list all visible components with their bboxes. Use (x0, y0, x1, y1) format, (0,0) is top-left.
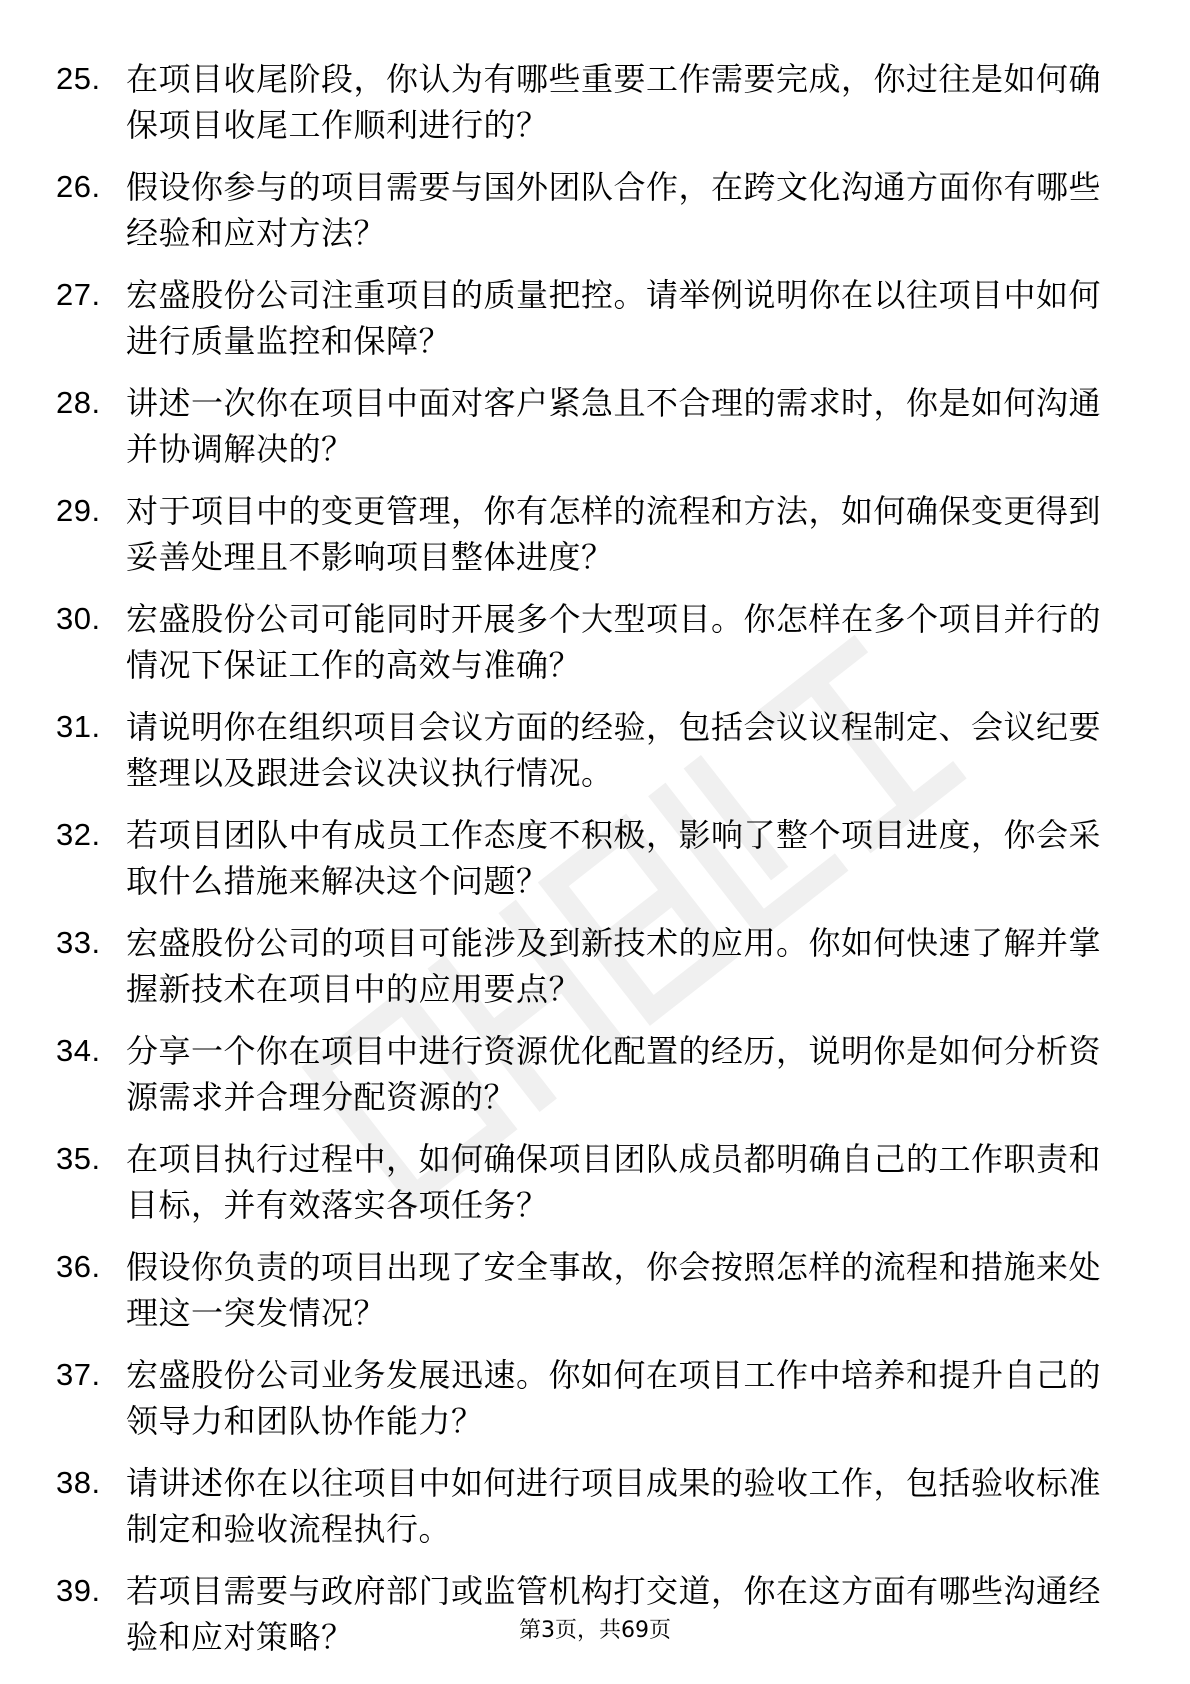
question-item (56, 1244, 1116, 1336)
question-text: 若项目需要与政府部门或监管机构打交道，你在这方面有哪些沟通经验和应对策略？ (126, 1572, 1102, 1656)
question-text: 假设你负责的项目出现了安全事故，你会按照怎样的流程和措施来处理这一突发情况？ (126, 1248, 1102, 1332)
question-text: 请讲述你在以往项目中如何进行项目成果的验收工作，包括验收标准制定和验收流程执行。 (126, 1464, 1102, 1548)
question-item (56, 812, 1116, 904)
question-number: 30. (56, 601, 101, 636)
question-text: 在项目执行过程中，如何确保项目团队成员都明确自己的工作职责和目标，并有效落实各项任务？ (126, 1140, 1102, 1224)
question-number: 38. (56, 1465, 101, 1500)
page-number-label: 第3页，共69页 (519, 1618, 671, 1643)
question-text: 请说明你在组织项目会议方面的经验，包括会议议程制定、会议纪要整理以及跟进会议决议执行情况。 (126, 708, 1102, 792)
question-item (56, 164, 1116, 256)
question-item (56, 1352, 1116, 1444)
question-text: 在项目收尾阶段，你认为有哪些重要工作需要完成，你过往是如何确保项目收尾工作顺利进行的？ (126, 60, 1102, 144)
question-text: 讲述一次你在项目中面对客户紧急且不合理的需求时，你是如何沟通并协调解决的？ (126, 384, 1102, 468)
question-text: 分享一个你在项目中进行资源优化配置的经历，说明你是如何分析资源需求并合理分配资源的？ (126, 1032, 1102, 1116)
question-item (56, 56, 1116, 148)
question-number: 25. (56, 61, 101, 96)
question-number: 35. (56, 1141, 101, 1176)
question-number: 32. (56, 817, 101, 852)
question-number: 34. (56, 1033, 101, 1068)
question-text: 若项目团队中有成员工作态度不积极，影响了整个项目进度，你会采取什么措施来解决这个问题？ (126, 816, 1102, 900)
question-list (56, 56, 1116, 1676)
question-number: 31. (56, 709, 101, 744)
question-item (56, 488, 1116, 580)
question-number: 39. (56, 1573, 101, 1608)
question-number: 33. (56, 925, 101, 960)
question-text: 宏盛股份公司业务发展迅速。你如何在项目工作中培养和提升自己的领导力和团队协作能力？ (126, 1356, 1102, 1440)
question-number: 29. (56, 493, 101, 528)
question-item (56, 596, 1116, 688)
question-text: 宏盛股份公司可能同时开展多个大型项目。你怎样在多个项目并行的情况下保证工作的高效与准确？ (126, 600, 1102, 684)
question-text: 宏盛股份公司的项目可能涉及到新技术的应用。你如何快速了解并掌握新技术在项目中的应用要点？ (126, 924, 1102, 1008)
question-text: 假设你参与的项目需要与国外团队合作，在跨文化沟通方面你有哪些经验和应对方法？ (126, 168, 1102, 252)
question-text: 宏盛股份公司注重项目的质量把控。请举例说明你在以往项目中如何进行质量监控和保障？ (126, 276, 1102, 360)
question-number: 37. (56, 1357, 101, 1392)
question-number: 26. (56, 169, 101, 204)
question-item (56, 1568, 1116, 1660)
question-item (56, 1460, 1116, 1552)
question-item (56, 704, 1116, 796)
question-item (56, 920, 1116, 1012)
page-footer (0, 1616, 1190, 1646)
question-number: 36. (56, 1249, 101, 1284)
question-number: 28. (56, 385, 101, 420)
question-text: 对于项目中的变更管理，你有怎样的流程和方法，如何确保变更得到妥善处理且不影响项目整体进度？ (126, 492, 1102, 576)
question-item (56, 380, 1116, 472)
question-number: 27. (56, 277, 101, 312)
question-item (56, 1136, 1116, 1228)
question-item (56, 272, 1116, 364)
question-item (56, 1028, 1116, 1120)
